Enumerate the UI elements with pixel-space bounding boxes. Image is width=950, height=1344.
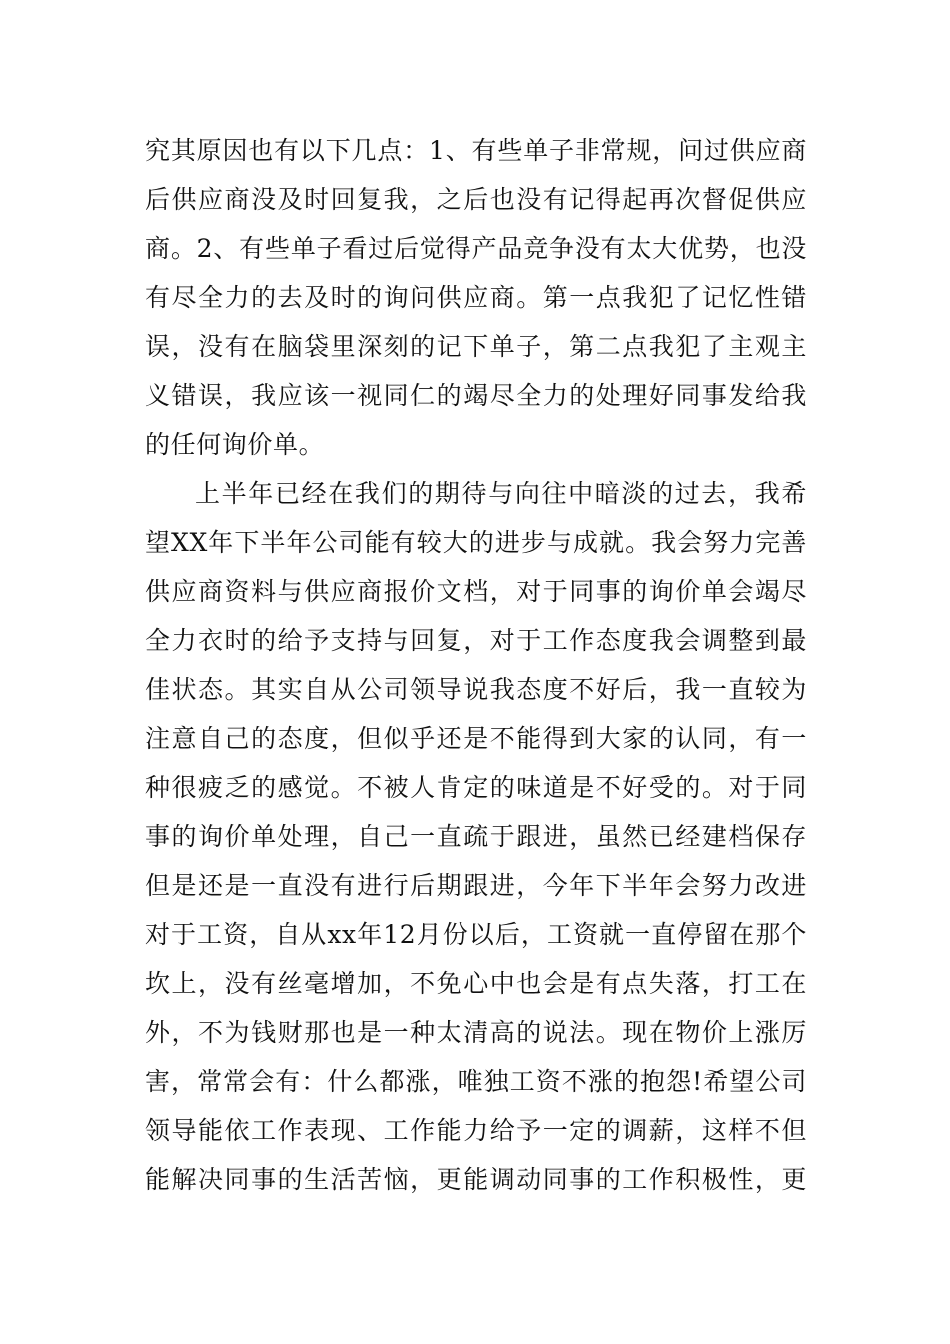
text-line: 坎上，没有丝毫增加，不免心中也会是有点失落，打工在 bbox=[145, 969, 807, 998]
paragraph-2 bbox=[145, 469, 807, 1253]
text-line: 对于工资，自从xx年12月份以后，工资就一直停留在那个 bbox=[145, 920, 807, 949]
text-line: 商。2、有些单子看过后觉得产品竞争没有太大优势，也没 bbox=[145, 234, 807, 263]
text-line: 外，不为钱财那也是一种太清高的说法。现在物价上涨厉 bbox=[145, 1018, 807, 1047]
text-line: 领导能依工作表现、工作能力给予一定的调薪，这样不但 bbox=[145, 1116, 807, 1145]
text-line: 有尽全力的去及时的询问供应商。第一点我犯了记忆性错 bbox=[145, 283, 807, 312]
text-line: 事的询价单处理，自己一直疏于跟进，虽然已经建档保存 bbox=[145, 822, 807, 851]
text-line: 望XX年下半年公司能有较大的进步与成就。我会努力完善 bbox=[145, 528, 807, 557]
text-line: 全力衣时的给予支持与回复，对于工作态度我会调整到最 bbox=[145, 626, 807, 655]
text-line: 能解决同事的生活苦恼，更能调动同事的工作积极性，更 bbox=[145, 1165, 807, 1194]
text-line: 供应商资料与供应商报价文档，对于同事的询价单会竭尽 bbox=[145, 577, 807, 606]
text-line: 上半年已经在我们的期待与向往中暗淡的过去，我希 bbox=[195, 479, 807, 508]
text-line: 但是还是一直没有进行后期跟进，今年下半年会努力改进 bbox=[145, 871, 807, 900]
text-line: 的任何询价单。 bbox=[145, 430, 325, 459]
text-line: 种很疲乏的感觉。不被人肯定的味道是不好受的。对于同 bbox=[145, 773, 807, 802]
text-line: 佳状态。其实自从公司领导说我态度不好后，我一直较为 bbox=[145, 675, 807, 704]
document-body bbox=[145, 126, 807, 1253]
text-line: 注意自己的态度，但似乎还是不能得到大家的认同，有一 bbox=[145, 724, 807, 753]
text-line: 后供应商没及时回复我，之后也没有记得起再次督促供应 bbox=[145, 185, 807, 214]
text-line: 害，常常会有：什么都涨，唯独工资不涨的抱怨!希望公司 bbox=[145, 1067, 807, 1096]
text-line bbox=[145, 1204, 807, 1253]
paragraph-1 bbox=[145, 126, 807, 469]
text-line: 误，没有在脑袋里深刻的记下单子，第二点我犯了主观主 bbox=[145, 332, 807, 361]
text-line: 究其原因也有以下几点：1、有些单子非常规，问过供应商 bbox=[145, 136, 807, 165]
text-line: 义错误，我应该一视同仁的竭尽全力的处理好同事发给我 bbox=[145, 381, 807, 410]
